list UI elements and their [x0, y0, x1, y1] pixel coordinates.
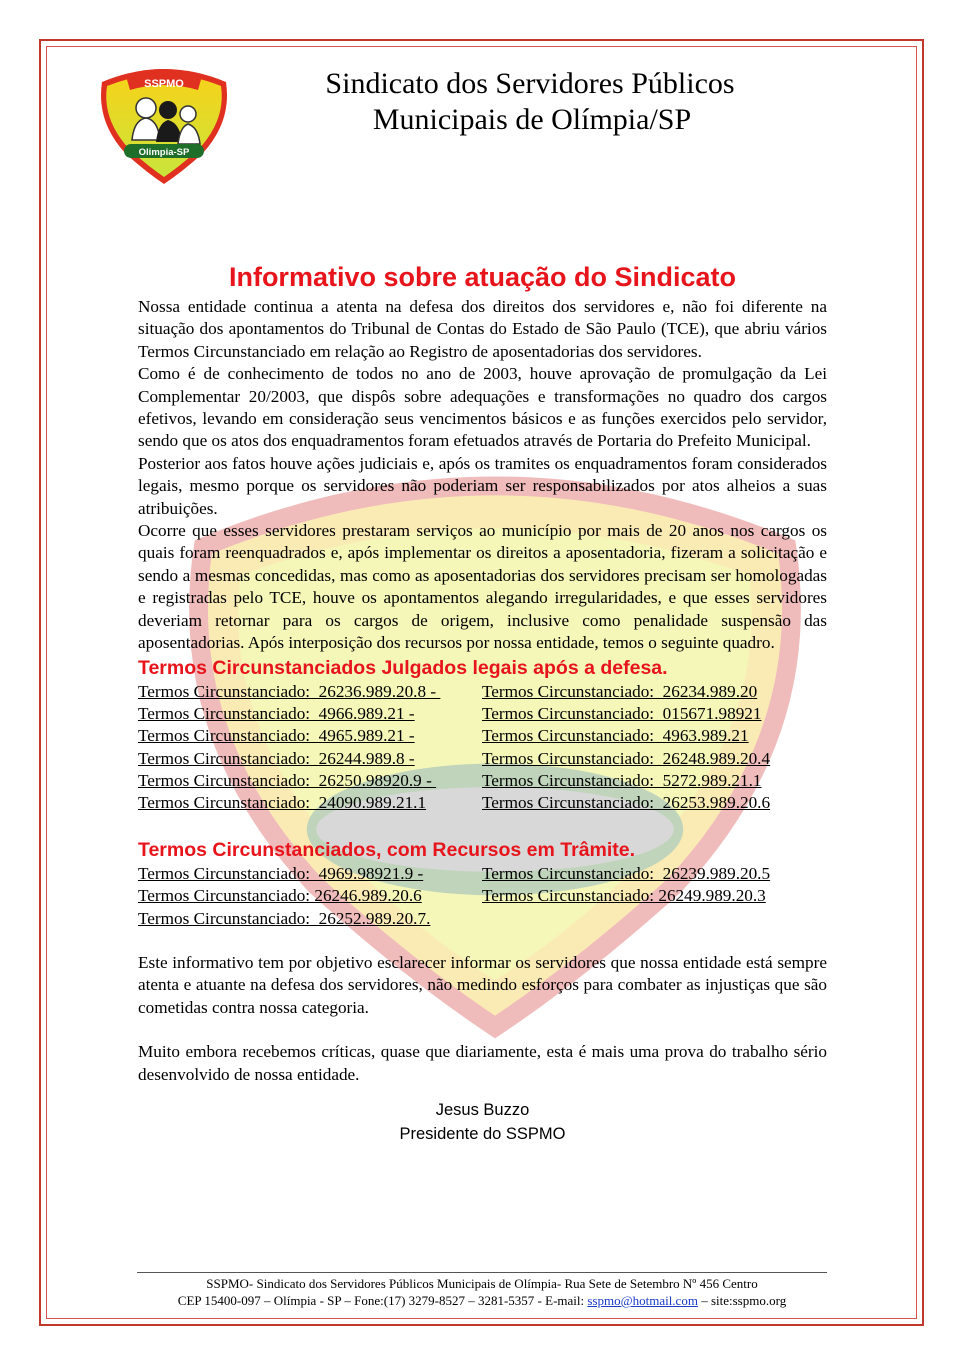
footer-divider	[137, 1272, 827, 1273]
signature-block	[138, 1098, 827, 1146]
document-title: Informativo sobre atuação do Sindicato	[228, 262, 737, 292]
term-row	[138, 748, 827, 770]
paragraph: Posterior aos fatos houve ações judiciais e, após os tramites os enquadramentos foram considerados legais, mesmo porque os servidores não poderiam ser responsabilizados por atos alheios a suas atribuições.	[138, 453, 827, 518]
term-row	[138, 885, 827, 907]
term-row-last: Termos Circunstanciado: 26252.989.20.7.	[138, 908, 431, 928]
term-left: Termos Circunstanciado: 4965.989.21 -	[138, 726, 415, 746]
closing-paragraph: Este informativo tem por objetivo esclarecer informar os servidores que nossa entidade está sempre atenta e atuante na defesa dos servidores, não medindo esforços para combater as injustiças que são cometidas contra nossa categoria.	[138, 953, 827, 1017]
term-row	[138, 770, 827, 792]
term-left: Termos Circunstanciado: 24090.989.21.1	[138, 793, 427, 813]
term-left: Termos Circunstanciado: 26250.98920.9 -	[138, 771, 437, 791]
section-heading-judged: Termos Circunstanciados Julgados legais após a defesa.	[138, 656, 668, 679]
term-right: Termos Circunstanciado: 5272.989.21.1	[482, 771, 762, 791]
signature-name: Jesus Buzzo	[435, 1101, 530, 1120]
term-right: Termos Circunstanciado: 015671.98921	[482, 703, 762, 723]
sspmo-logo	[96, 60, 232, 186]
document-body	[138, 258, 827, 1146]
logo-text: SSPMO	[144, 78, 184, 90]
term-left: Termos Circunstanciado: 26246.989.20.6	[138, 886, 422, 906]
spacer	[138, 930, 827, 952]
logo-subtext: Olimpia-SP	[138, 147, 190, 158]
term-left: Termos Circunstanciado: 26236.989.20.8 -	[138, 681, 441, 701]
term-right: Termos Circunstanciado: 4963.989.21	[482, 726, 749, 746]
header-title	[240, 66, 820, 138]
footer-contact-prefix: CEP 15400-097 – Olímpia - SP – Fone:(17) 3279-8527 – 3281-5357 - E-mail:	[177, 1293, 588, 1308]
paragraph: Como é de conhecimento de todos no ano de 2003, houve aprovação de promulgação da Lei Complementar 20/2003, que dispôs sobre adequações e transformações no quadro dos cargos efetivos, levando em consideração seus vencimentos básicos e as funções exercidos pelo servidor, sendo que os atos dos enquadramentos foram efetuados através de Portaria do Prefeito Municipal.	[138, 364, 827, 451]
footer-contact	[137, 1292, 827, 1309]
term-row	[138, 725, 827, 747]
paragraph: Nossa entidade continua a atenta na defesa dos direitos dos servidores e, não foi diferente na situação dos apontamentos do Tribunal de Contas do Estado de São Paulo (TCE), que abriu vários Termos Circunstanciado em relação ao Registro de aposentadorias dos servidores.	[138, 297, 827, 361]
term-left: Termos Circunstanciado: 4969.98921.9 -	[138, 863, 424, 883]
term-left: Termos Circunstanciado: 4966.989.21 -	[138, 703, 415, 723]
term-row	[138, 681, 827, 703]
footer	[137, 1275, 827, 1309]
term-row	[138, 703, 827, 725]
term-right: Termos Circunstanciado: 26253.989.20.6	[482, 793, 771, 813]
header-title-line1: Sindicato dos Servidores Públicos	[325, 67, 735, 100]
spacer	[138, 1019, 827, 1041]
spacer	[138, 815, 827, 837]
pending-terms-list	[138, 863, 827, 930]
footer-address: SSPMO- Sindicato dos Servidores Públicos Municipais de Olímpia- Rua Sete de Setembro Nº 456 Centro	[206, 1276, 758, 1291]
section-heading-pending: Termos Circunstanciados, com Recursos em Trâmite.	[138, 838, 636, 861]
term-left: Termos Circunstanciado: 26244.989.8 -	[138, 748, 415, 768]
header-title-line2: Municipais de Olímpia/SP	[372, 103, 692, 136]
term-row	[138, 863, 827, 885]
term-right: Termos Circunstanciado: 26239.989.20.5	[482, 863, 771, 883]
term-right: Termos Circunstanciado: 26249.989.20.3	[482, 886, 766, 906]
email-link[interactable]: sspmo@hotmail.com	[587, 1293, 698, 1308]
term-right: Termos Circunstanciado: 26248.989.20.4	[482, 748, 771, 768]
footer-contact-suffix: – site:sspmo.org	[697, 1293, 787, 1308]
term-row	[138, 792, 827, 814]
judged-terms-list	[138, 681, 827, 815]
term-right: Termos Circunstanciado: 26234.989.20	[482, 681, 758, 701]
signature-role: Presidente do SSPMO	[399, 1125, 566, 1144]
closing-paragraph: Muito embora recebemos críticas, quase que diariamente, esta é mais uma prova do trabalho sério desenvolvido de nossa entidade.	[138, 1042, 827, 1084]
paragraph: Ocorre que esses servidores prestaram serviços ao município por mais de 20 anos nos cargos os quais foram reenquadrados e, após implementar os direitos a aposentadoria, fizeram a solicitação e sendo a mesmas concedidas, mas como as aposentadorias dos servidores precisam ser homologadas e registradas pelo TCE, houve os apontamentos alegando irregularidades, e que esses servidores deveriam retornar para os cargos de origem, inclusive como penalidade suspensão das aposentadorias. Após interposição dos recursos por nossa entidade, temos o seguinte quadro.	[138, 521, 827, 653]
